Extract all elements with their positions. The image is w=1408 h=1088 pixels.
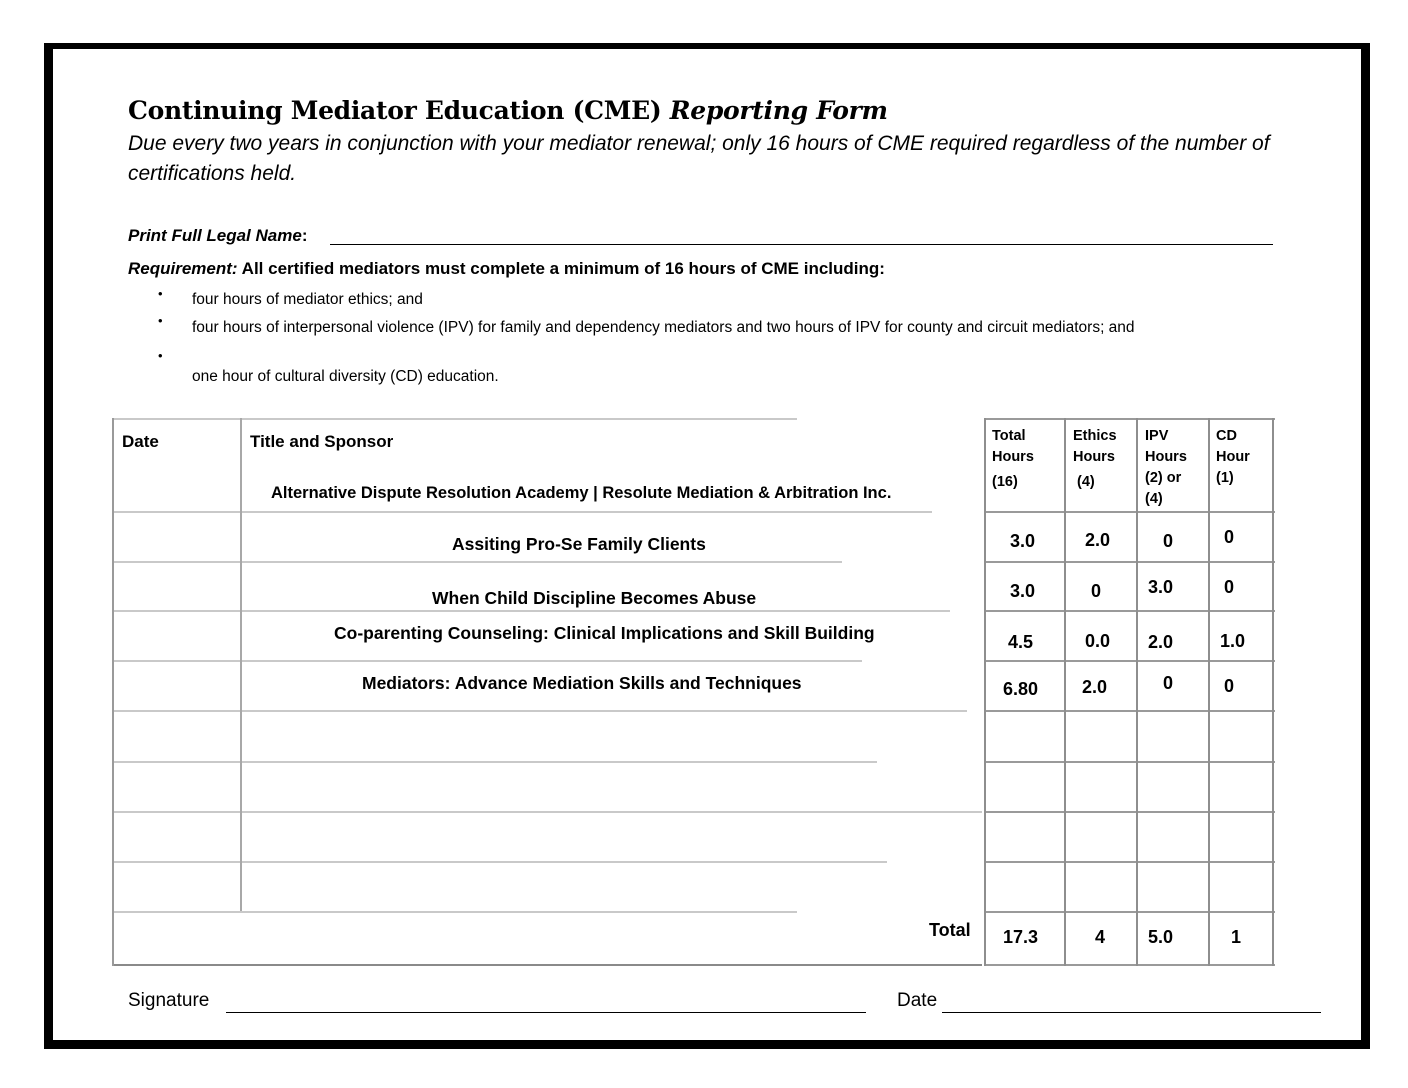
course-table (112, 418, 982, 966)
row-divider (112, 511, 932, 513)
date-column-divider (240, 418, 242, 911)
total-label: Total (929, 920, 971, 940)
table-bottom-border (112, 964, 982, 966)
date-field[interactable] (942, 1012, 1321, 1013)
header-line: IPV (1145, 428, 1169, 444)
cd-hours-cell[interactable]: 0 (1224, 577, 1235, 597)
ethics-hours-cell[interactable]: 0.0 (1085, 631, 1111, 651)
total-hours-sum: 17.3 (1003, 927, 1039, 947)
row-divider (984, 811, 1275, 813)
signature-label: Signature (128, 990, 210, 1011)
name-row (128, 226, 307, 246)
course-title: Co-parenting Counseling: Clinical Implications and Skill Building (334, 623, 875, 643)
row-divider (984, 761, 1275, 763)
row-divider (112, 761, 877, 763)
cd-hours-cell[interactable]: 1.0 (1220, 631, 1246, 651)
total-hours-cell[interactable]: 6.80 (1003, 679, 1039, 699)
ethics-hours-cell[interactable]: 2.0 (1085, 530, 1111, 550)
requirement-line (128, 259, 885, 279)
form-subtitle: Due every two years in conjunction with your mediator renewal; only 16 hours of CME required regardless of the number of certifications held. (128, 132, 1270, 185)
requirement-text: All certified mediators must complete a minimum of 16 hours of CME including: (241, 259, 885, 278)
sponsor-name: Alternative Dispute Resolution Academy | Resolute Mediation & Arbitration Inc. (271, 484, 892, 502)
requirement-label: Requirement: (128, 259, 238, 278)
row-divider (112, 861, 887, 863)
name-colon: : (301, 226, 308, 245)
row-divider (984, 561, 1275, 563)
bullet-cd: one hour of cultural diversity (CD) education. (192, 368, 499, 385)
course-title: When Child Discipline Becomes Abuse (432, 588, 757, 608)
ipv-hours-cell[interactable]: 0 (1163, 673, 1174, 693)
column-divider (1136, 418, 1138, 966)
course-title: Assiting Pro-Se Family Clients (452, 534, 706, 554)
ethics-hours-header (1073, 426, 1117, 493)
title-main: Continuing Mediator Education (CME) (128, 96, 662, 125)
row-divider (984, 911, 1275, 913)
ipv-hours-cell[interactable]: 2.0 (1148, 632, 1174, 652)
bullet-glyph: • (158, 348, 163, 363)
row-divider (984, 964, 1275, 966)
ipv-hours-cell[interactable]: 3.0 (1148, 577, 1174, 597)
column-divider (1064, 418, 1066, 966)
course-title: Mediators: Advance Mediation Skills and Techniques (362, 673, 802, 693)
row-divider (112, 561, 842, 563)
header-line: Total (992, 428, 1026, 444)
header-line: Hours (992, 449, 1034, 465)
ethics-hours-cell[interactable]: 0 (1091, 581, 1102, 601)
hours-table (984, 418, 1275, 966)
date-label: Date (897, 990, 938, 1011)
header-line: (4) (1077, 474, 1095, 490)
row-divider (112, 418, 797, 420)
header-line: (16) (992, 474, 1018, 490)
cd-hours-header (1216, 426, 1250, 489)
form-title (128, 96, 888, 125)
header-line: (1) (1216, 470, 1234, 486)
ethics-hours-cell[interactable]: 2.0 (1082, 677, 1108, 697)
title-sponsor-header: Title and Sponsor (250, 432, 394, 451)
header-line: Hours (1145, 449, 1187, 465)
date-cell[interactable] (116, 564, 238, 608)
row-divider (112, 911, 797, 913)
total-hours-cell[interactable]: 3.0 (1010, 581, 1036, 601)
bullet-glyph: • (158, 286, 163, 301)
row-divider (112, 610, 950, 612)
date-cell[interactable] (116, 613, 238, 658)
cd-hours-sum: 1 (1231, 927, 1242, 947)
name-label: Print Full Legal Name (128, 226, 302, 245)
row-divider (984, 861, 1275, 863)
date-cell[interactable] (116, 514, 238, 559)
ipv-hours-cell[interactable]: 0 (1163, 531, 1174, 551)
row-divider (984, 610, 1275, 612)
date-header: Date (122, 432, 159, 451)
left-border (112, 418, 114, 966)
name-field[interactable] (330, 244, 1273, 245)
date-cell[interactable] (116, 663, 238, 708)
header-line: CD (1216, 428, 1237, 444)
column-divider (1272, 418, 1274, 966)
cd-hours-cell[interactable]: 0 (1224, 676, 1235, 696)
header-line: (4) (1145, 491, 1163, 507)
cd-hours-cell[interactable]: 0 (1224, 527, 1235, 547)
ethics-hours-sum: 4 (1095, 927, 1106, 947)
header-line: (2) or (1145, 470, 1182, 486)
row-divider (984, 511, 1275, 513)
row-divider (112, 660, 862, 662)
column-divider (984, 418, 986, 966)
ipv-hours-header (1145, 426, 1187, 510)
header-line: Ethics (1073, 428, 1117, 444)
total-hours-cell[interactable]: 3.0 (1010, 531, 1036, 551)
ipv-hours-sum: 5.0 (1148, 927, 1174, 947)
bullet-glyph: • (158, 313, 163, 328)
bullet-ethics: four hours of mediator ethics; and (192, 291, 423, 308)
row-divider (984, 660, 1275, 662)
row-divider (984, 418, 1275, 420)
title-italic: Reporting Form (669, 96, 888, 125)
header-line: Hour (1216, 449, 1250, 465)
signature-field[interactable] (226, 1012, 866, 1013)
total-hours-header (992, 426, 1034, 493)
total-hours-cell[interactable]: 4.5 (1008, 632, 1034, 652)
row-divider (984, 710, 1275, 712)
column-divider (1208, 418, 1210, 966)
header-line: Hours (1073, 449, 1115, 465)
bullet-ipv: four hours of interpersonal violence (IPV) for family and dependency mediators and two hours of IPV for county and circuit mediators; and (192, 319, 1135, 336)
row-divider (112, 811, 982, 813)
